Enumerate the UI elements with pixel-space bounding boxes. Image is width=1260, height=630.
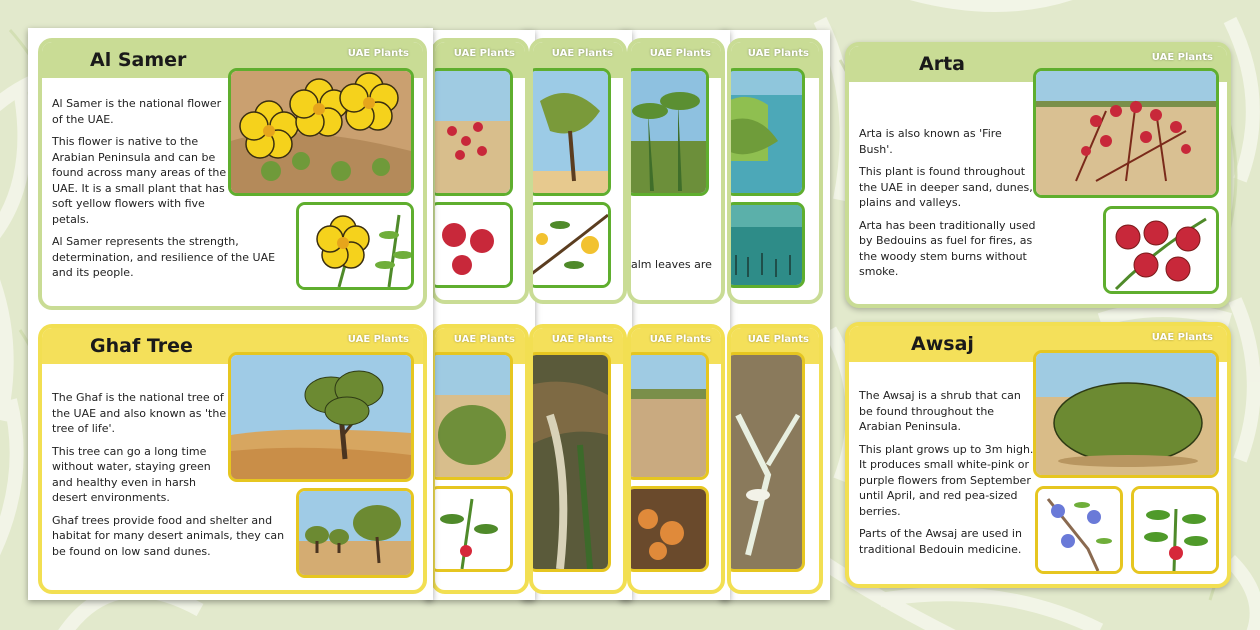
red-berries-picture bbox=[431, 202, 513, 288]
stacked-card-3-top bbox=[627, 38, 725, 304]
card-tag: UAE Plants bbox=[1151, 332, 1213, 343]
card-title: Awsaj bbox=[911, 333, 974, 355]
card-tag: UAE Plants bbox=[347, 48, 409, 59]
card-body bbox=[859, 388, 1037, 564]
fire-bush-picture bbox=[1033, 68, 1219, 198]
cactus-picture bbox=[727, 352, 805, 572]
reeds-picture bbox=[529, 352, 611, 572]
card-body bbox=[52, 390, 285, 566]
paragraph: The Awsaj is a shrub that can be found throughout the Arabian Peninsula. bbox=[859, 389, 1021, 433]
yellow-flowers-picture bbox=[228, 68, 414, 196]
awsaj-flowers-picture bbox=[1035, 486, 1123, 574]
shrub-berries-picture bbox=[431, 486, 513, 572]
yellow-flower-closeup-picture bbox=[296, 202, 414, 290]
card-body bbox=[52, 96, 276, 288]
paragraph: Ghaf trees provide food and shelter and habitat for many desert animals, they can be found on low sand dunes. bbox=[52, 513, 285, 558]
card-tag: UAE Plants bbox=[347, 334, 409, 345]
acacia-tree-picture bbox=[529, 68, 611, 196]
card-tag: UAE Plants bbox=[453, 334, 515, 345]
stacked-card-3-bottom bbox=[627, 324, 725, 594]
card-tag: UAE Plants bbox=[453, 48, 515, 59]
card-tag: UAE Plants bbox=[551, 334, 613, 345]
paragraph: This plant grows up to 3m high. It produces small white-pink or purple flowers from September until April, and red pea-sized berries. bbox=[859, 442, 1034, 518]
card-tag: UAE Plants bbox=[747, 48, 809, 59]
stacked-card-4-top bbox=[727, 38, 823, 304]
stacked-card-1-top bbox=[431, 38, 529, 304]
ghaf-tree-card bbox=[38, 324, 427, 594]
card-tag: UAE Plants bbox=[649, 48, 711, 59]
palm-oasis-picture bbox=[627, 68, 709, 196]
paragraph: Arta has been traditionally used by Bedouins as fuel for fires, as the woody stem burns without smoke. bbox=[859, 218, 1036, 278]
stacked-card-1-bottom bbox=[431, 324, 529, 594]
card-tag: UAE Plants bbox=[1151, 52, 1213, 63]
card-title: Al Samer bbox=[90, 49, 187, 71]
card-body bbox=[859, 126, 1039, 287]
paragraph: Arta is also known as 'Fire Bush'. bbox=[859, 127, 1002, 156]
stacked-card-2-bottom bbox=[529, 324, 627, 594]
desert-plain-picture bbox=[627, 352, 709, 480]
red-bush-picture bbox=[431, 68, 513, 196]
paragraph: Parts of the Awsaj are used in traditional Bedouin medicine. bbox=[859, 527, 1022, 556]
paragraph: Al Samer is the national flower of the UAE. bbox=[52, 97, 222, 126]
fire-bush-berries-picture bbox=[1103, 206, 1219, 294]
orange-flowers-picture bbox=[627, 486, 709, 572]
card-tag: UAE Plants bbox=[747, 334, 809, 345]
arta-card bbox=[845, 42, 1231, 308]
al-samer-card bbox=[38, 38, 427, 310]
card-title: Arta bbox=[919, 53, 965, 75]
stacked-card-4-bottom bbox=[727, 324, 823, 594]
paragraph: This plant is found throughout the UAE in deeper sand, dunes, plains and valleys. bbox=[859, 165, 1033, 209]
shrub-picture bbox=[431, 352, 513, 480]
ghaf-tree-desert-picture bbox=[228, 352, 414, 482]
awsaj-berries-picture bbox=[1131, 486, 1219, 574]
stacked-sheet-fragment-text: alm leaves are bbox=[631, 258, 712, 271]
ghaf-trees-group-picture bbox=[296, 488, 414, 578]
card-tag: UAE Plants bbox=[649, 334, 711, 345]
paragraph: Al Samer represents the strength, determination, and resilience of the UAE and its people. bbox=[52, 235, 276, 279]
card-title: Ghaf Tree bbox=[90, 335, 193, 357]
stacked-card-2-top bbox=[529, 38, 627, 304]
acacia-flower-picture bbox=[529, 202, 611, 288]
paragraph: This tree can go a long time without water, staying green and healthy even in harsh desert environments. bbox=[52, 444, 211, 504]
card-tag: UAE Plants bbox=[551, 48, 613, 59]
lagoon-picture bbox=[727, 68, 805, 196]
paragraph: The Ghaf is the national tree of the UAE and also known as 'the tree of life'. bbox=[52, 391, 227, 435]
awsaj-shrub-picture bbox=[1033, 350, 1219, 478]
water-picture bbox=[727, 202, 805, 288]
paragraph: This flower is native to the Arabian Peninsula and can be found across many areas of the UAE. It is a small plant that has soft yellow flowers with five petals. bbox=[52, 135, 227, 226]
awsaj-card bbox=[845, 322, 1231, 588]
